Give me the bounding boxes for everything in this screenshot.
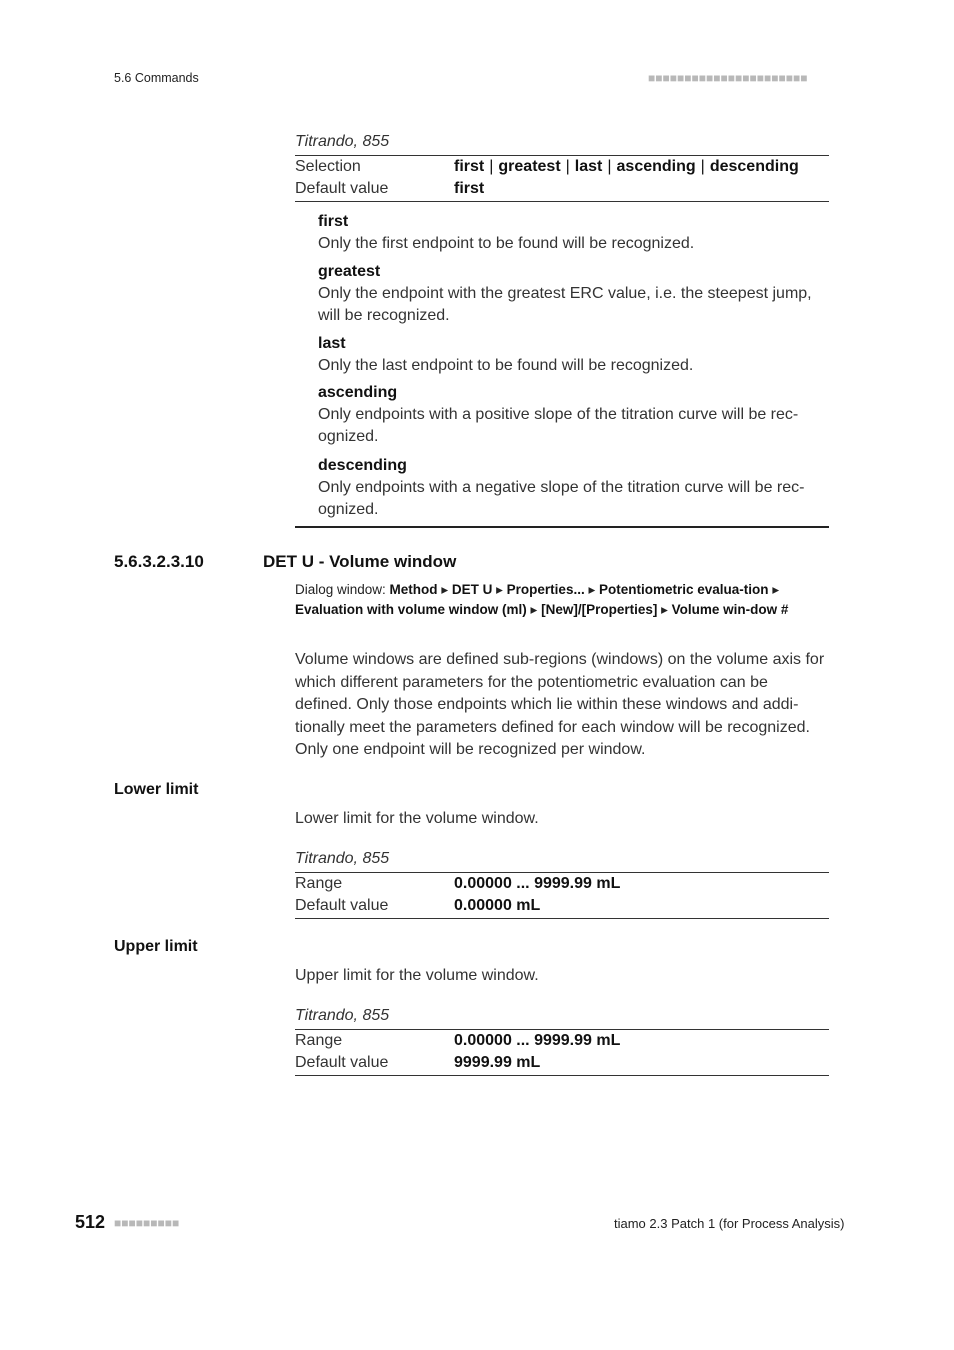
lower-limit-desc: Lower limit for the volume window. <box>295 810 539 827</box>
table-row <box>295 156 829 178</box>
section-title: DET U - Volume window <box>263 552 457 571</box>
arrow-right-icon: ▸ <box>441 582 449 597</box>
table1-title: Titrando, 855 <box>295 133 390 150</box>
lower-limit-table-title: Titrando, 855 <box>295 850 390 867</box>
option-ascending <box>318 382 828 448</box>
default-value: 9999.99 mL <box>454 1054 541 1071</box>
option-term: last <box>318 335 346 352</box>
range-value: 0.00000 ... 9999.99 mL <box>454 875 621 892</box>
option-desc: Only endpoints with a positive slope of the titration curve will be rec-ognized. <box>318 406 799 445</box>
section-description: Volume windows are defined sub-regions (windows) on the volume axis for which different parameters for the potentiometric evaluation can be defined. Only those endpoints which lie within these windows and addi-tionally meet the parameters defined for each window will be recognized. Only one endpoint will be recognized per window. <box>295 651 825 758</box>
separator: | <box>700 158 705 175</box>
default-value: 0.00000 mL <box>454 897 541 914</box>
option-desc: Only endpoints with a negative slope of the titration curve will be rec-ognized. <box>318 479 805 518</box>
dialog-prefix: Dialog window: <box>295 582 390 597</box>
arrow-right-icon: ▸ <box>530 601 538 617</box>
option-last <box>318 333 828 377</box>
option-term: first <box>318 213 349 230</box>
table-row <box>295 895 829 917</box>
selection-table <box>295 155 829 202</box>
option-term: ascending <box>318 384 398 401</box>
range-value: 0.00000 ... 9999.99 mL <box>454 1032 621 1049</box>
selection-value: descending <box>709 158 799 175</box>
option-desc: Only the endpoint with the greatest ERC value, i.e. the steepest jump, will be recognized. <box>318 285 812 324</box>
dialog-path-item: DET U <box>451 582 493 597</box>
table-row <box>295 1030 829 1052</box>
section-number: 5.6.3.2.3.10 <box>114 552 204 571</box>
table-row <box>295 873 829 895</box>
option-greatest <box>318 261 828 327</box>
footer-product: tiamo 2.3 Patch 1 (for Process Analysis) <box>614 1216 845 1231</box>
arrow-right-icon: ▸ <box>661 601 668 617</box>
selection-key: Selection <box>295 158 361 175</box>
table-row <box>295 178 829 200</box>
arrow-right-icon: ▸ <box>772 582 780 597</box>
options-end-rule <box>295 526 829 528</box>
separator: | <box>489 158 494 175</box>
lower-limit-table <box>295 872 829 919</box>
separator: | <box>565 158 570 175</box>
upper-limit-desc: Upper limit for the volume window. <box>295 967 539 984</box>
selection-value: first <box>454 158 485 175</box>
running-header-section: 5.6 Commands <box>114 71 199 85</box>
default-value: first <box>454 180 485 197</box>
table-row <box>295 1052 829 1074</box>
selection-values <box>454 156 799 178</box>
page-number: 512 <box>75 1212 106 1232</box>
upper-limit-heading: Upper limit <box>114 938 198 955</box>
option-descending <box>318 455 828 521</box>
separator: | <box>607 158 612 175</box>
dialog-path-item: Method <box>389 582 438 597</box>
upper-limit-table-title: Titrando, 855 <box>295 1007 390 1024</box>
range-key: Range <box>295 875 343 892</box>
running-header-dots: ■■■■■■■■■■■■■■■■■■■■■■ <box>648 71 808 85</box>
lower-limit-heading: Lower limit <box>114 781 199 798</box>
dialog-path-item: Potentiometric evalua-tion <box>599 582 769 597</box>
range-key: Range <box>295 1032 343 1049</box>
option-desc: Only the last endpoint to be found will be recognized. <box>318 357 694 374</box>
arrow-right-icon: ▸ <box>496 582 503 597</box>
option-term: descending <box>318 457 407 474</box>
selection-value: greatest <box>498 158 561 175</box>
arrow-right-icon: ▸ <box>588 582 596 597</box>
option-desc: Only the first endpoint to be found will be recognized. <box>318 235 695 252</box>
default-key: Default value <box>295 897 389 914</box>
default-key: Default value <box>295 180 389 197</box>
upper-limit-table <box>295 1029 829 1076</box>
default-key: Default value <box>295 1054 389 1071</box>
selection-value: ascending <box>616 158 696 175</box>
footer-dots: ■■■■■■■■■ <box>114 1216 180 1230</box>
dialog-path-item: Properties... <box>506 582 585 597</box>
option-first <box>318 211 828 255</box>
dialog-path-item: Evaluation with volume window (ml) <box>295 601 527 617</box>
dialog-path-item: [New]/[Properties] <box>541 601 658 617</box>
selection-value: last <box>574 158 603 175</box>
option-term: greatest <box>318 263 381 280</box>
dialog-path <box>295 580 829 619</box>
dialog-path-item: Volume win-dow # <box>671 601 789 617</box>
